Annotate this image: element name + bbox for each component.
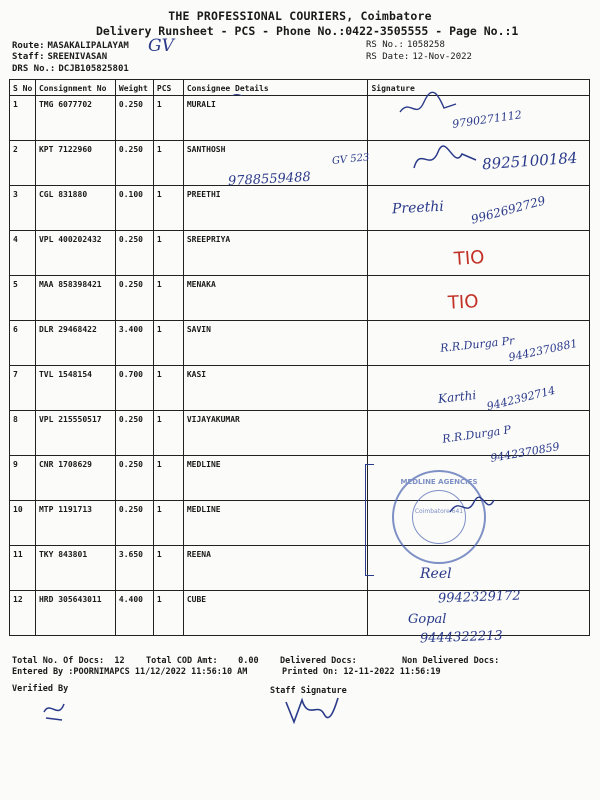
cell-signature <box>368 366 590 411</box>
hw-row2-note: GV 523 <box>331 152 370 167</box>
cell-sno: 6 <box>10 321 36 366</box>
printed-on <box>282 667 441 677</box>
cell-consignee: REENA <box>183 546 368 591</box>
non-delivered-docs-label: Non Delivered Docs: <box>402 656 500 666</box>
cell-pcs: 1 <box>153 591 183 636</box>
cell-consignment: TMG 6077702 <box>35 96 115 141</box>
route-value: MASAKALIPALAYAM <box>47 41 129 51</box>
route-field <box>12 41 129 51</box>
printed-on-value: 12-11-2022 11:56:19 <box>343 667 441 677</box>
col-consignment-header: Consignment No <box>35 80 115 96</box>
verified-by-label: Verified By <box>12 684 69 694</box>
cell-weight: 0.250 <box>115 456 153 501</box>
cell-consignment: VPL 400202432 <box>35 231 115 276</box>
delivered-docs-label: Delivered Docs: <box>280 656 357 666</box>
cell-sno: 3 <box>10 186 36 231</box>
cell-consignment: VPL 215550517 <box>35 411 115 456</box>
cell-pcs: 1 <box>153 366 183 411</box>
signature-row2 <box>410 142 480 174</box>
cell-weight: 3.400 <box>115 321 153 366</box>
cell-pcs: 1 <box>153 186 183 231</box>
cell-signature <box>368 276 590 321</box>
hw-row7-name: Karthi <box>437 388 477 406</box>
stamp-text: MEDLINE AGENCIES <box>400 478 478 486</box>
cell-sno: 1 <box>10 96 36 141</box>
cell-sno: 7 <box>10 366 36 411</box>
hw-row3-name: Preethi <box>391 198 445 218</box>
rs-no-label: RS No.: <box>366 40 404 50</box>
col-consignee-header: Consignee Details <box>183 80 368 96</box>
hw-row3-phone: 9962692729 <box>469 193 547 227</box>
cell-weight: 4.400 <box>115 591 153 636</box>
hw-row8-name: R.R.Durga P <box>441 423 512 446</box>
entered-by <box>12 667 247 677</box>
table-header-row <box>10 80 590 96</box>
hw-bracket <box>365 464 374 576</box>
entered-by-value: POORNIMAPCS 11/12/2022 11:56:10 AM <box>73 667 248 677</box>
cell-consignment: CGL 831880 <box>35 186 115 231</box>
cell-pcs: 1 <box>153 321 183 366</box>
hw-row6-name: R.R.Durga Pr <box>439 334 515 355</box>
staff-value: SREENIVASAN <box>47 52 108 62</box>
cell-pcs: 1 <box>153 546 183 591</box>
entered-by-label: Entered By : <box>12 667 74 677</box>
hw-row6-phone: 9442370881 <box>507 336 579 365</box>
cell-sno: 9 <box>10 456 36 501</box>
rs-no-value: 1058258 <box>406 40 445 50</box>
hw-row11-phone: 9942329172 <box>437 588 521 607</box>
cell-pcs: 1 <box>153 231 183 276</box>
cell-signature <box>368 546 590 591</box>
verified-signature <box>40 698 70 724</box>
cell-sno: 5 <box>10 276 36 321</box>
rs-no-field <box>366 40 445 50</box>
rs-date-value: 12-Nov-2022 <box>412 52 472 62</box>
cell-weight: 0.250 <box>115 276 153 321</box>
drs-label: DRS No.: <box>12 64 56 74</box>
table-row <box>10 231 590 276</box>
cell-sno: 8 <box>10 411 36 456</box>
cell-sno: 12 <box>10 591 36 636</box>
hw-row12-phone: 9444322213 <box>419 628 503 647</box>
cell-weight: 3.650 <box>115 546 153 591</box>
col-signature-header: Signature <box>368 80 590 96</box>
cell-consignment: TVL 1548154 <box>35 366 115 411</box>
total-docs-label: Total No. Of Docs: <box>12 656 105 666</box>
table-row <box>10 501 590 546</box>
cell-pcs: 1 <box>153 501 183 546</box>
cell-weight: 0.250 <box>115 141 153 186</box>
total-docs <box>12 656 125 666</box>
total-docs-value: 12 <box>114 656 125 666</box>
col-weight-header: Weight <box>115 80 153 96</box>
table-row <box>10 276 590 321</box>
cell-consignee: KASI <box>183 366 368 411</box>
stamp-center-text: Coimbatore 641 <box>414 508 464 515</box>
cell-consignee: SANTHOSH <box>183 141 368 186</box>
rs-date-label: RS Date: <box>366 52 410 62</box>
handwritten-staff-initials: GV <box>148 36 174 56</box>
col-pcs-header: PCS <box>153 80 183 96</box>
cell-consignment: KPT 7122960 <box>35 141 115 186</box>
hw-row12-name: Gopal <box>408 612 447 627</box>
cell-consignee: VIJAYAKUMAR <box>183 411 368 456</box>
cell-weight: 0.100 <box>115 186 153 231</box>
hw-row8-phone: 9442370859 <box>489 440 561 465</box>
company-title: THE PROFESSIONAL COURIERS, Coimbatore <box>168 9 432 23</box>
cell-consignee: MEDLINE <box>183 456 368 501</box>
cell-weight: 0.250 <box>115 411 153 456</box>
printed-on-label: Printed On: <box>282 667 339 677</box>
cell-weight: 0.250 <box>115 96 153 141</box>
total-cod-label: Total COD Amt: <box>146 656 218 666</box>
staff-signature <box>282 692 342 728</box>
route-label: Route: <box>12 41 45 51</box>
signature-row9-10 <box>448 492 498 522</box>
cell-sno: 10 <box>10 501 36 546</box>
hw-row4-tio: TIO <box>453 246 486 271</box>
hw-row2-phone: 8925100184 <box>481 148 578 174</box>
cell-weight: 0.250 <box>115 231 153 276</box>
cell-consignee: MEDLINE <box>183 501 368 546</box>
staff-signature-label: Staff Signature <box>270 686 347 696</box>
cell-consignment: TKY 843801 <box>35 546 115 591</box>
cell-consignment: HRD 305643011 <box>35 591 115 636</box>
hw-row11-name: Reel <box>420 566 452 582</box>
cell-consignee: SREEPRIYA <box>183 231 368 276</box>
cell-sno: 4 <box>10 231 36 276</box>
signature-row1 <box>398 90 458 120</box>
cell-pcs: 1 <box>153 276 183 321</box>
cell-consignment: MAA 858398421 <box>35 276 115 321</box>
cell-consignee: MURALI <box>183 96 368 141</box>
hw-row2-consignee-phone: 9788559488 <box>227 169 312 190</box>
staff-field <box>12 52 107 62</box>
cell-pcs: 1 <box>153 96 183 141</box>
cell-consignment: DLR 29468422 <box>35 321 115 366</box>
cell-consignment: CNR 1708629 <box>35 456 115 501</box>
cell-pcs: 1 <box>153 141 183 186</box>
cell-pcs: 1 <box>153 411 183 456</box>
cell-consignment: MTP 1191713 <box>35 501 115 546</box>
table-row <box>10 546 590 591</box>
col-sno-header: S No <box>10 80 36 96</box>
cell-sno: 2 <box>10 141 36 186</box>
staff-label: Staff: <box>12 52 45 62</box>
cell-weight: 0.700 <box>115 366 153 411</box>
hw-row5-tio: TIO <box>447 291 480 314</box>
cell-consignee: PREETHI <box>183 186 368 231</box>
total-cod-value: 0.00 <box>238 656 259 666</box>
tick-mark: ⁀ <box>232 94 242 108</box>
drs-field <box>12 64 129 74</box>
cell-consignee: SAVIN <box>183 321 368 366</box>
rs-date-field <box>366 52 472 62</box>
cell-weight: 0.250 <box>115 501 153 546</box>
hw-row1-phone: 9790271112 <box>451 108 523 131</box>
total-cod <box>146 656 259 666</box>
cell-sno: 11 <box>10 546 36 591</box>
cell-consignee: MENAKA <box>183 276 368 321</box>
hw-row7-phone: 9442392714 <box>485 383 557 414</box>
cell-consignee: CUBE <box>183 591 368 636</box>
drs-value: DCJB105825801 <box>58 64 129 74</box>
runsheet-subtitle: Delivery Runsheet - PCS - Phone No.:0422-3505555 - Page No.:1 <box>96 24 519 38</box>
cell-pcs: 1 <box>153 456 183 501</box>
